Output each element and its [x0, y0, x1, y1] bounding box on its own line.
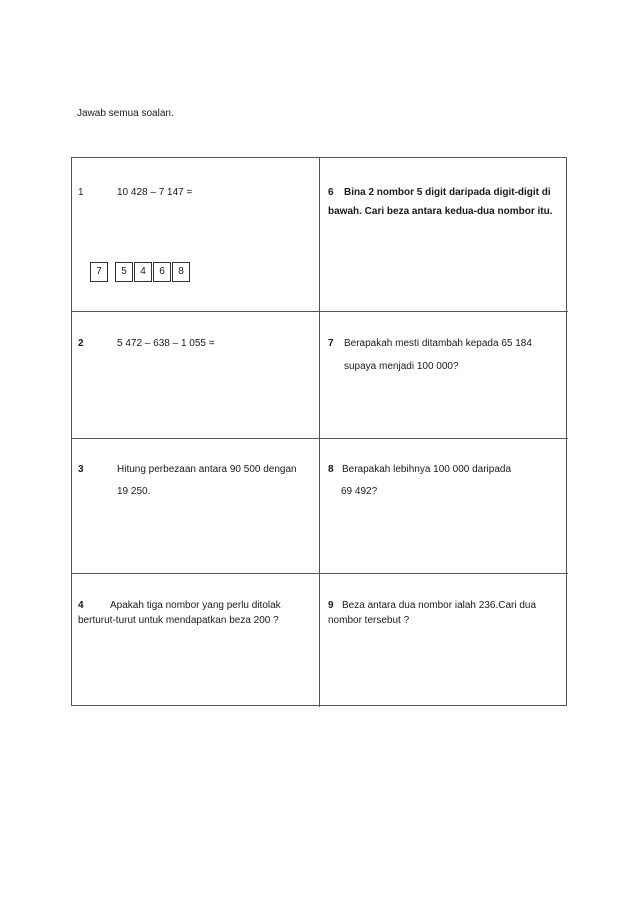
digit-box: 4	[134, 262, 152, 282]
question-6-cell	[320, 158, 568, 312]
question-3-cell	[72, 439, 320, 574]
question-4-line-1: Apakah tiga nombor yang perlu ditolak	[110, 600, 281, 611]
digit-box: 5	[115, 262, 133, 282]
question-2-number: 2	[78, 338, 84, 349]
question-2-text: 5 472 – 638 – 1 055 =	[117, 338, 215, 349]
question-3-line-2: 19 250.	[117, 486, 151, 497]
question-1-text: 10 428 – 7 147 =	[117, 187, 193, 198]
question-3-line-1: Hitung perbezaan antara 90 500 dengan	[117, 464, 297, 475]
question-8-line-1: Berapakah lebihnya 100 000 daripada	[342, 464, 512, 475]
worksheet-instruction: Jawab semua soalan.	[77, 108, 174, 119]
question-1-number: 1	[78, 187, 84, 198]
question-8-cell	[320, 439, 568, 574]
question-4-cell	[72, 574, 320, 707]
question-1-cell	[72, 158, 320, 312]
question-9-number: 9	[328, 600, 334, 611]
question-8-number: 8	[328, 464, 334, 475]
question-4-line-2: berturut-turut untuk mendapatkan beza 200 ?	[78, 615, 279, 626]
question-4-number: 4	[78, 600, 84, 611]
question-9-line-2: nombor tersebut ?	[328, 615, 410, 626]
question-6-number: 6	[328, 187, 334, 198]
question-7-cell	[320, 312, 568, 439]
question-9-cell	[320, 574, 568, 707]
question-grid	[71, 157, 567, 706]
question-2-cell	[72, 312, 320, 439]
question-6-line-2: bawah. Cari beza antara kedua-dua nombor itu.	[328, 206, 553, 217]
question-3-number: 3	[78, 464, 84, 475]
digit-box: 8	[172, 262, 190, 282]
digit-box: 7	[90, 262, 108, 282]
question-8-line-2: 69 492?	[341, 486, 378, 497]
question-7-line-1: Berapakah mesti ditambah kepada 65 184	[344, 338, 532, 349]
question-7-number: 7	[328, 338, 334, 349]
question-7-line-2: supaya menjadi 100 000?	[344, 361, 459, 372]
digit-box: 6	[153, 262, 171, 282]
question-6-line-1: Bina 2 nombor 5 digit daripada digit-digit di	[344, 187, 551, 198]
question-9-line-1: Beza antara dua nombor ialah 236.Cari dua	[342, 600, 537, 611]
